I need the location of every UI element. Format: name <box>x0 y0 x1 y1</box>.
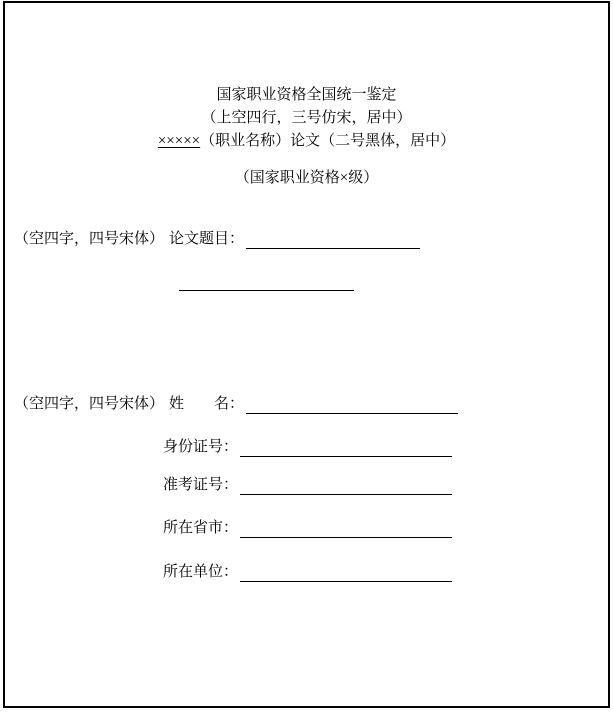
id-number-label: 身份证号： <box>163 439 239 455</box>
header-line-format-note: （上空四行，三号仿宋，居中） <box>201 110 412 126</box>
thesis-title-format-note: （职业名称）论文（二号黑体，居中） <box>200 133 456 149</box>
exam-number-blank-line <box>240 478 452 495</box>
format-note-info: （空四字，四号宋体） <box>14 396 165 412</box>
occupation-name-placeholder: ××××× <box>157 133 201 149</box>
qualification-level-line: （国家职业资格×级） <box>234 170 379 186</box>
province-row <box>163 519 452 538</box>
header-line-title: 国家职业资格全国统一鉴定 <box>216 87 397 103</box>
document-header <box>0 84 613 190</box>
thesis-title-blank-line-1 <box>246 232 420 249</box>
header-line-thesis-title <box>0 130 613 153</box>
thesis-title-label: 论文题目： <box>169 231 245 247</box>
thesis-title-row <box>14 230 420 249</box>
id-number-row <box>163 438 452 457</box>
thesis-title-blank-line-2 <box>179 290 354 291</box>
work-unit-blank-line <box>240 565 452 582</box>
work-unit-row <box>163 563 452 582</box>
exam-number-row <box>163 476 452 495</box>
name-label: 姓 名： <box>169 396 245 412</box>
format-note-thesis: （空四字，四号宋体） <box>14 231 165 247</box>
work-unit-label: 所在单位： <box>163 564 239 580</box>
province-blank-line <box>240 521 452 538</box>
id-number-blank-line <box>240 440 452 457</box>
province-label: 所在省市： <box>163 520 239 536</box>
name-blank-line <box>246 397 458 414</box>
exam-number-label: 准考证号： <box>163 477 239 493</box>
name-row <box>14 395 458 414</box>
